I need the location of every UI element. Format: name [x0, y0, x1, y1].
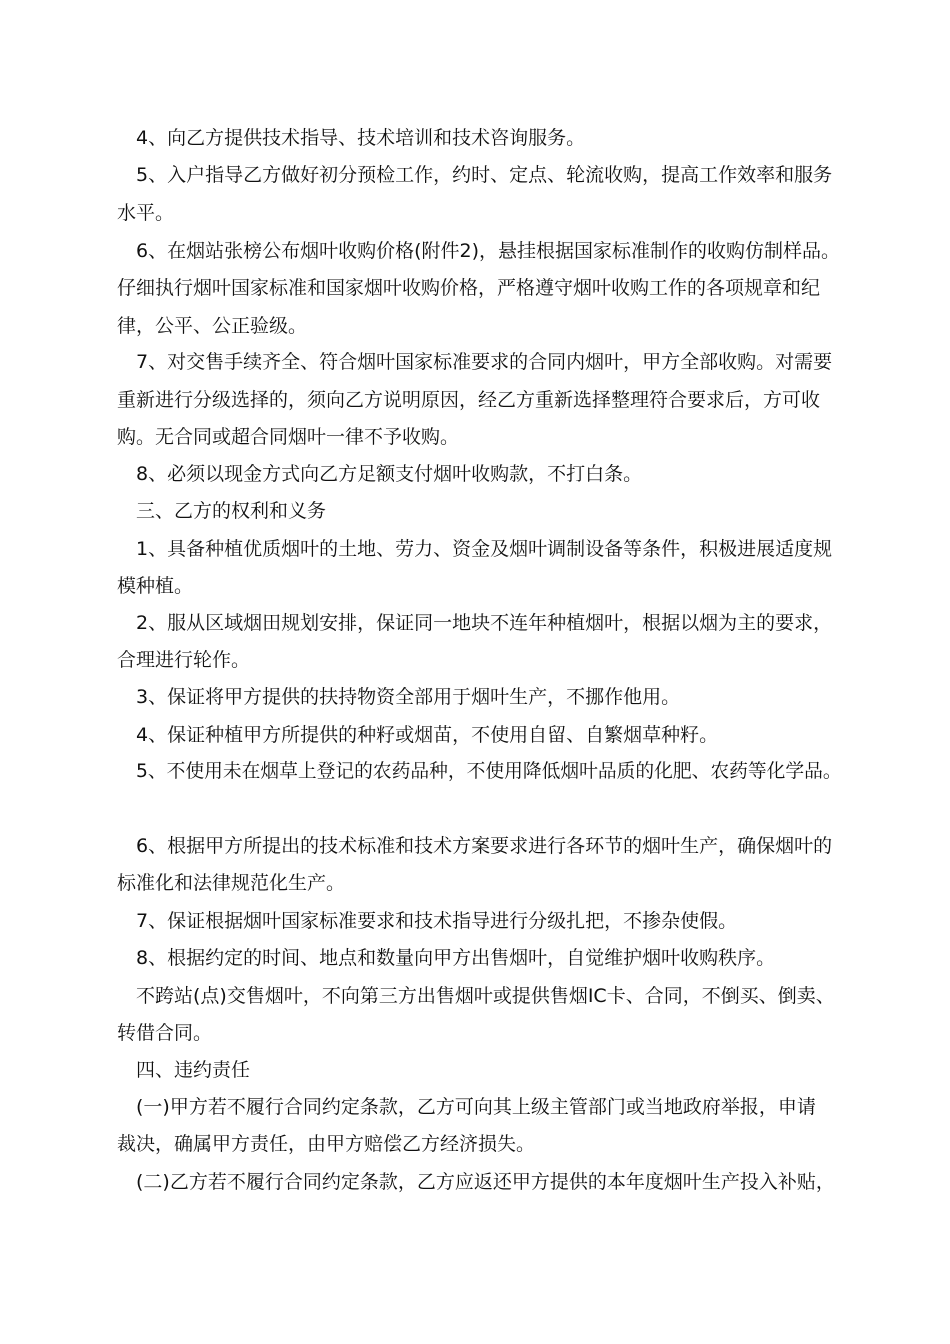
section-heading: 三、乙方的权利和义务: [136, 500, 327, 522]
text-line: 6、根据甲方所提出的技术标准和技术方案要求进行各环节的烟叶生产，确保烟叶的: [136, 835, 833, 857]
text-line: 仔细执行烟叶国家标准和国家烟叶收购价格，严格遵守烟叶收购工作的各项规章和纪: [117, 277, 821, 299]
text-line: 合理进行轮作。: [117, 649, 251, 671]
text-line: 8、根据约定的时间、地点和数量向甲方出售烟叶，自觉维护烟叶收购秩序。: [136, 947, 776, 969]
text-line: 1、具备种植优质烟叶的土地、劳力、资金及烟叶调制设备等条件，积极进展适度规: [136, 538, 833, 560]
text-line: 4、向乙方提供技术指导、技术培训和技术咨询服务。: [136, 127, 586, 149]
text-line: 7、对交售手续齐全、符合烟叶国家标准要求的合同内烟叶，甲方全部收购。对需要: [136, 351, 833, 373]
text-line: 律，公平、公正验级。: [117, 315, 308, 337]
text-line: 水平。: [117, 202, 175, 224]
section-heading: 四、违约责任: [136, 1059, 251, 1081]
text-line: 3、保证将甲方提供的扶持物资全部用于烟叶生产，不挪作他用。: [136, 686, 681, 708]
text-line: 7、保证根据烟叶国家标准要求和技术指导进行分级扎把，不掺杂使假。: [136, 910, 738, 932]
text-line: 2、服从区域烟田规划安排，保证同一地块不连年种植烟叶，根据以烟为主的要求，: [136, 612, 833, 634]
text-line: 模种植。: [117, 575, 194, 597]
text-line: (二)乙方若不履行合同约定条款，乙方应返还甲方提供的本年度烟叶生产投入补贴，: [136, 1171, 835, 1193]
text-line: 裁决，确属甲方责任，由甲方赔偿乙方经济损失。: [117, 1133, 536, 1155]
text-line: 标准化和法律规范化生产。: [117, 872, 346, 894]
text-line: 购。无合同或超合同烟叶一律不予收购。: [117, 426, 460, 448]
text-line: 6、在烟站张榜公布烟叶收购价格(附件2)，悬挂根据国家标准制作的收购仿制样品。: [136, 240, 841, 262]
text-line: (一)甲方若不履行合同约定条款，乙方可向其上级主管部门或当地政府举报，申请: [136, 1096, 816, 1118]
text-line: 5、入户指导乙方做好初分预检工作，约时、定点、轮流收购，提高工作效率和服务: [136, 164, 833, 186]
text-line: 重新进行分级选择的，须向乙方说明原因，经乙方重新选择整理符合要求后，方可收: [117, 389, 821, 411]
text-line: 8、必须以现金方式向乙方足额支付烟叶收购款，不打白条。: [136, 463, 643, 485]
text-line: 不跨站(点)交售烟叶，不向第三方出售烟叶或提供售烟IC卡、合同，不倒买、倒卖、: [136, 985, 835, 1007]
text-line: 转借合同。: [117, 1022, 213, 1044]
text-line: 5、不使用未在烟草上登记的农药品种，不使用降低烟叶品质的化肥、农药等化学品。: [136, 761, 842, 782]
text-line: 4、保证种植甲方所提供的种籽或烟苗，不使用自留、自繁烟草种籽。: [136, 724, 719, 746]
